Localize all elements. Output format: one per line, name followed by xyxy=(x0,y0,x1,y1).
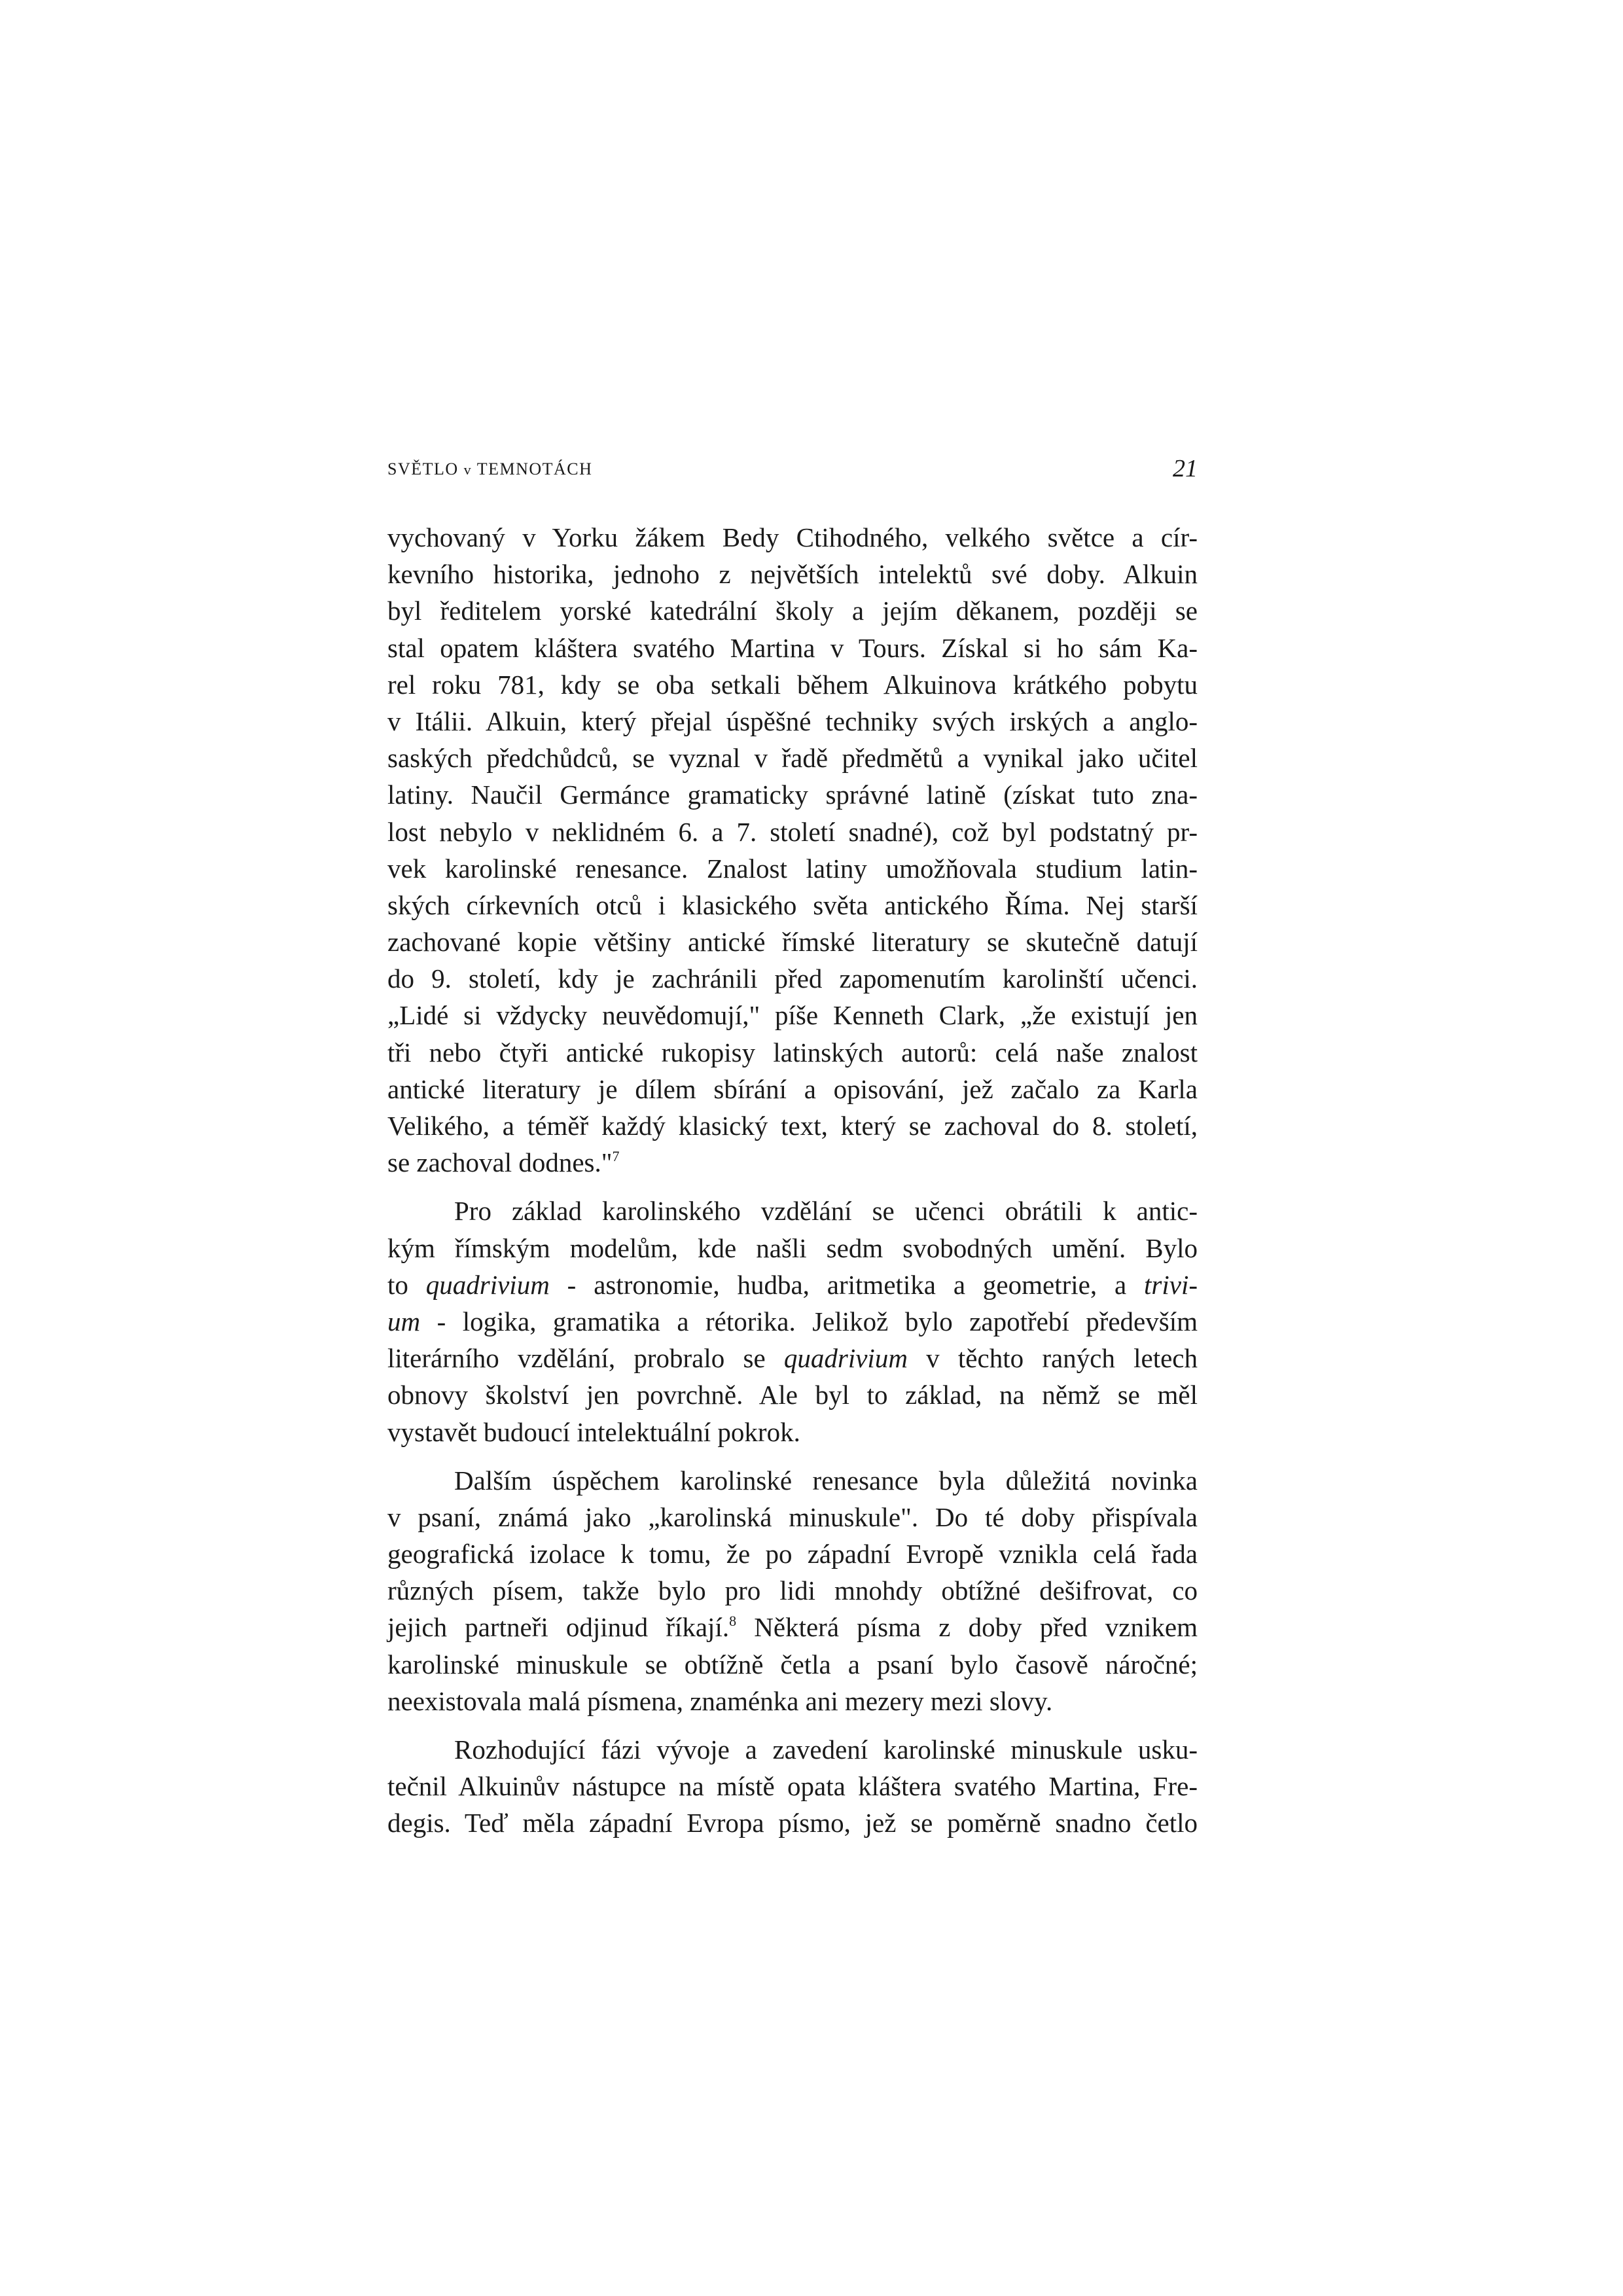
line-text: literárního vzdělání, probralo se xyxy=(387,1343,784,1374)
line-text: - astronomie, hudba, aritmetika a geometrie, a xyxy=(549,1269,1145,1300)
paragraph xyxy=(387,1731,1198,1842)
text-line xyxy=(387,1144,1198,1181)
line-text: to xyxy=(387,1269,426,1300)
body-text xyxy=(387,519,1198,1842)
text-line xyxy=(387,1266,1198,1303)
term-trivium: trivi- xyxy=(1144,1269,1198,1300)
text-line: geografická izolace k tomu, že po západní Evropě vznikla celá řada xyxy=(387,1539,1198,1570)
text-line: neexistovala malá písmena, znaménka ani mezery mezi slovy. xyxy=(387,1685,1053,1716)
text-line: rel roku 781, kdy se oba setkali během Alkuinova krátkého pobytu xyxy=(387,669,1198,700)
text-line: karolinské minuskule se obtížně četla a psaní bylo časově náročné; xyxy=(387,1649,1198,1679)
text-line: Rozhodující fázi vývoje a zavedení karolinské minuskule usku- xyxy=(454,1734,1198,1765)
line-text: se zachoval dodnes." xyxy=(387,1147,613,1178)
text-line: „Lidé si vždycky neuvědomují," píše Kenneth Clark, „že existují jen xyxy=(387,1000,1198,1031)
text-line: obnovy školství jen povrchně. Ale byl to základ, na němž se měl xyxy=(387,1380,1198,1410)
running-title xyxy=(387,459,592,479)
line-text: jejich partneři odjinud říkají. xyxy=(387,1612,730,1643)
text-line: ských církevních otců i klasického světa antického Říma. Nej starší xyxy=(387,889,1198,920)
term-quadrivium: quadrivium xyxy=(425,1269,550,1300)
text-line: zachované kopie většiny antické římské literatury se skutečně datují xyxy=(387,927,1198,958)
text-line: do 9. století, kdy je zachránili před zapomenutím karolinští učenci. xyxy=(387,963,1198,994)
text-line: Pro základ karolinského vzdělání se učenci obrátili k antic- xyxy=(454,1196,1198,1227)
text-line: degis. Teď měla západní Evropa písmo, jež se poměrně snadno četlo xyxy=(387,1808,1198,1839)
line-text: v těchto raných letech xyxy=(907,1343,1198,1374)
text-line: lost nebylo v neklidném 6. a 7. století snadné), což byl podstatný pr- xyxy=(387,816,1198,847)
running-head xyxy=(387,454,1198,487)
text-line: různých písem, takže bylo pro lidi mnohdy obtížné dešifrovat, co xyxy=(387,1575,1198,1606)
text-line: v psaní, známá jako „karolinská minuskule". Do té doby přispívala xyxy=(387,1501,1198,1532)
paragraph xyxy=(387,1193,1198,1450)
paragraph xyxy=(387,519,1198,1181)
text-line: vek karolinské renesance. Znalost latiny umožňovala studium latin- xyxy=(387,853,1198,884)
running-title-word-2: v xyxy=(463,461,473,478)
text-line: kevního historika, jednoho z největších intelektů své doby. Alkuin xyxy=(387,559,1198,590)
text-line: Dalším úspěchem karolinské renesance byla důležitá novinka xyxy=(454,1465,1198,1496)
text-line: vystavět budoucí intelektuální pokrok. xyxy=(387,1416,800,1447)
running-title-word-3: TEMNOTÁCH xyxy=(476,459,593,478)
text-line: vychovaný v Yorku žákem Bedy Ctihodného, velkého světce a cír- xyxy=(387,522,1198,552)
page-number: 21 xyxy=(1173,455,1198,482)
footnote-ref: 7 xyxy=(612,1148,620,1165)
text-line: tři nebo čtyři antické rukopisy latinských autorů: celá naše znalost xyxy=(387,1037,1198,1067)
text-line: kým římským modelům, kde našli sedm svobodných umění. Bylo xyxy=(387,1232,1198,1263)
text-line xyxy=(387,1609,1198,1645)
footnote-ref: 8 xyxy=(729,1613,737,1630)
text-line: stal opatem kláštera svatého Martina v Tours. Získal si ho sám Ka- xyxy=(387,632,1198,663)
text-line: Velikého, a téměř každý klasický text, který se zachoval do 8. století, xyxy=(387,1111,1198,1141)
line-text: - logika, gramatika a rétorika. Jelikož bylo zapotřebí především xyxy=(420,1306,1198,1336)
text-line: latiny. Naučil Germánce gramaticky správné latině (získat tuto zna- xyxy=(387,780,1198,810)
text-line: saských předchůdců, se vyznal v řadě předmětů a vynikal jako učitel xyxy=(387,743,1198,774)
text-line: byl ředitelem yorské katedrální školy a jejím děkanem, později se xyxy=(387,596,1198,626)
paragraph xyxy=(387,1462,1198,1719)
term-quadrivium: quadrivium xyxy=(783,1343,908,1374)
text-line xyxy=(387,1303,1198,1340)
running-title-word-1: SVĚTLO xyxy=(387,459,459,478)
text-line: antické literatury je dílem sbírání a opisování, jež začalo za Karla xyxy=(387,1073,1198,1104)
term-trivium-end: um xyxy=(387,1306,421,1336)
text-line xyxy=(387,1340,1198,1376)
text-line: v Itálii. Alkuin, který přejal úspěšné techniky svých irských a anglo- xyxy=(387,706,1198,736)
text-line: tečnil Alkuinův nástupce na místě opata kláštera svatého Martina, Fre- xyxy=(387,1771,1198,1802)
line-text: Některá písma z doby před vznikem xyxy=(736,1612,1198,1643)
